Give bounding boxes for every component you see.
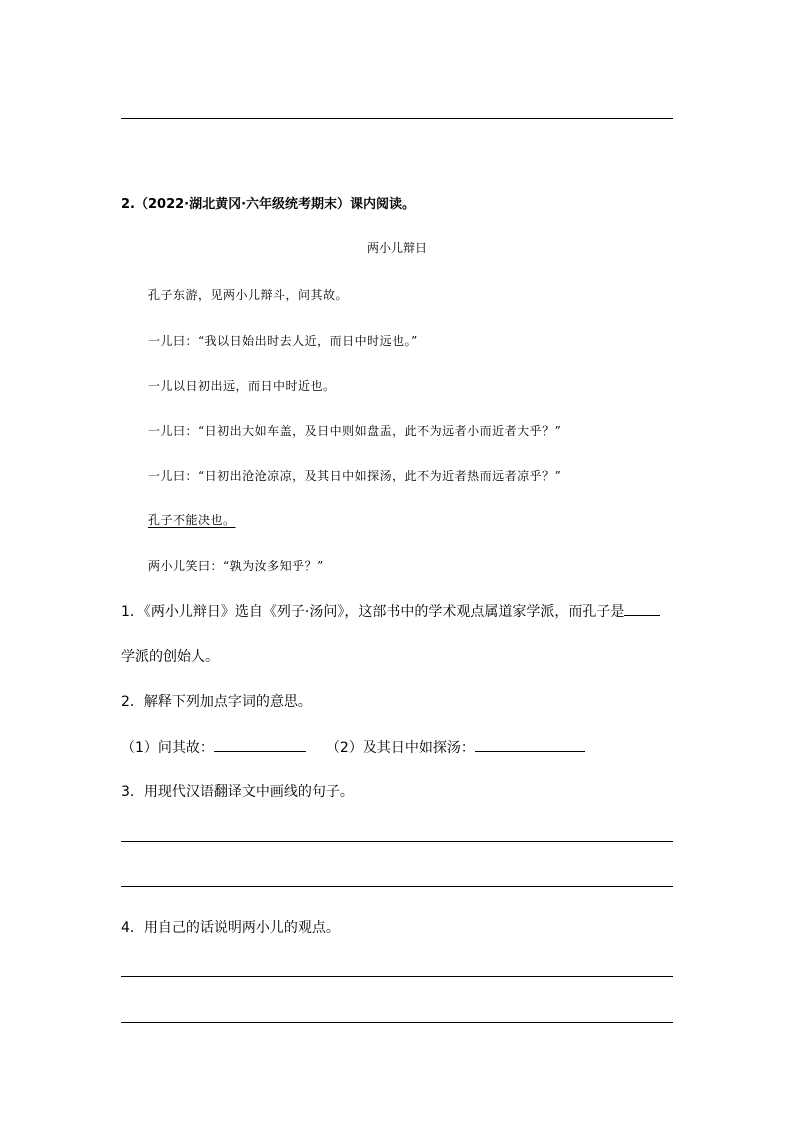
passage-line: 一儿以日初出远，而日中时近也。 xyxy=(148,379,336,393)
question-2-subitems xyxy=(121,737,585,757)
sub-question-1: （1）问其故： xyxy=(121,740,214,756)
question-4: 4．用自己的话说明两小儿的观点。 xyxy=(121,920,340,936)
answer-blank[interactable] xyxy=(624,601,660,616)
passage-line-underlined: 孔子不能决也。 xyxy=(148,513,236,527)
passage-title: 两小儿辩日 xyxy=(366,241,427,255)
answer-blank[interactable] xyxy=(214,737,306,752)
answer-blank[interactable] xyxy=(475,737,585,752)
sub-question-2: （2）及其日中如探汤： xyxy=(325,740,475,756)
question-1-continued: 学派的创始人。 xyxy=(121,649,219,665)
top-divider xyxy=(121,118,673,119)
question-1 xyxy=(121,601,660,621)
answer-line[interactable] xyxy=(121,1022,673,1023)
passage-line: 一儿曰：“日初出沧沧凉凉，及其日中如探汤，此不为近者热而远者凉乎？” xyxy=(148,469,562,483)
question-3: 3．用现代汉语翻译文中画线的句子。 xyxy=(121,784,354,800)
question-1-text: 1．《两小儿辩日》选自《列子·汤问》，这部书中的学术观点属道家学派，而孔子是 xyxy=(121,604,625,620)
passage-line: 孔子东游，见两小儿辩斗，问其故。 xyxy=(148,288,349,302)
passage-line: 一儿曰：“我以日始出时去人近，而日中时远也。” xyxy=(148,334,418,348)
question-2: 2．解释下列加点字词的意思。 xyxy=(121,694,312,710)
answer-line[interactable] xyxy=(121,886,673,887)
question-header: 2.（2022·湖北黄冈·六年级统考期末）课内阅读。 xyxy=(121,197,416,212)
passage-line: 一儿曰：“日初出大如车盖，及日中则如盘盂，此不为远者小而近者大乎？” xyxy=(148,424,562,438)
answer-line[interactable] xyxy=(121,841,673,842)
answer-line[interactable] xyxy=(121,976,673,977)
passage-line: 两小儿笑曰：“孰为汝多知乎？” xyxy=(148,559,324,573)
